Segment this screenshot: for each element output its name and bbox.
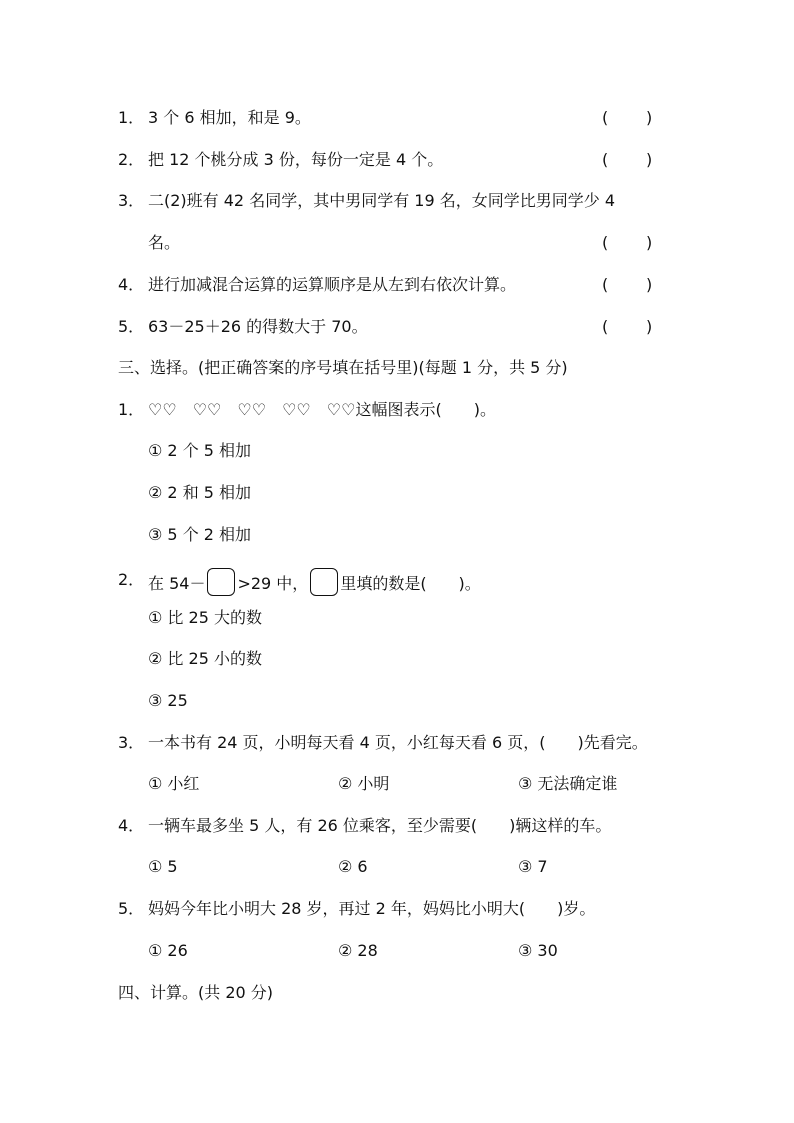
answer-box-reference <box>310 568 338 596</box>
item-number: 3． <box>118 191 145 210</box>
q4-option-2[interactable]: ② 6 <box>338 857 368 876</box>
item-number: 3． <box>118 733 145 752</box>
q2-option-3[interactable]: ③ 25 <box>148 691 188 710</box>
q1-option-1[interactable]: ① 2 个 5 相加 <box>148 441 252 460</box>
item-number: 2． <box>118 570 145 589</box>
q3-option-1[interactable]: ① 小红 <box>148 774 200 793</box>
judge-item-2: 2． 把 12 个桃分成 3 份，每份一定是 4 个。 ( ) <box>0 148 794 172</box>
question-text-part-3: 里填的数是( )。 <box>340 574 481 593</box>
q5-option-1[interactable]: ① 26 <box>148 941 188 960</box>
choice-question-1 <box>0 398 794 422</box>
hearts-picture: ♡♡ ♡♡ ♡♡ ♡♡ ♡♡ <box>148 400 356 419</box>
choice-question-5 <box>0 897 794 921</box>
item-text: 把 12 个桃分成 3 份，每份一定是 4 个。 <box>148 150 444 169</box>
question-text: 一辆车最多坐 5 人，有 26 位乘客，至少需要( )辆这样的车。 <box>148 816 612 835</box>
judge-item-3 <box>0 189 794 213</box>
item-text: 二(2)班有 42 名同学，其中男同学有 19 名，女同学比男同学少 4 <box>148 191 615 210</box>
section-4-heading: 四、计算。(共 20 分) <box>118 983 274 1002</box>
q2-option-1[interactable]: ① 比 25 大的数 <box>148 608 262 627</box>
question-text: 一本书有 24 页，小明每天看 4 页，小红每天看 6 页，( )先看完。 <box>148 733 648 752</box>
item-number: 2． <box>118 150 145 169</box>
item-text: 3 个 6 相加，和是 9。 <box>148 108 311 127</box>
question-text-part-1: 在 54－ <box>148 574 206 593</box>
choice-question-4 <box>0 814 794 838</box>
choice-question-3 <box>0 731 794 755</box>
item-number: 4． <box>118 275 145 294</box>
judge-item-5: 5． 63－25＋26 的得数大于 70。 ( ) <box>0 315 794 339</box>
q3-option-3[interactable]: ③ 无法确定谁 <box>518 774 618 793</box>
q4-option-1[interactable]: ① 5 <box>148 857 178 876</box>
question-text: 这幅图表示( )。 <box>355 400 496 419</box>
q5-option-3[interactable]: ③ 30 <box>518 941 558 960</box>
item-number: 4． <box>118 816 145 835</box>
item-number: 1． <box>118 400 145 419</box>
item-number: 5． <box>118 899 145 918</box>
q5-option-2[interactable]: ② 28 <box>338 941 378 960</box>
item-text: 63－25＋26 的得数大于 70。 <box>148 317 368 336</box>
item-number: 5． <box>118 317 145 336</box>
q3-option-2[interactable]: ② 小明 <box>338 774 390 793</box>
item-number: 1． <box>118 108 145 127</box>
section-3-heading: 三、选择。(把正确答案的序号填在括号里)(每题 1 分，共 5 分) <box>118 358 568 377</box>
question-text-part-2: >29 中， <box>237 574 309 593</box>
judge-item-4: 4． 进行加减混合运算的运算顺序是从左到右依次计算。 ( ) <box>0 273 794 297</box>
answer-box[interactable] <box>207 568 235 596</box>
q2-option-2[interactable]: ② 比 25 小的数 <box>148 649 262 668</box>
item-text: 进行加减混合运算的运算顺序是从左到右依次计算。 <box>148 275 517 294</box>
item-text-continued: 名。 <box>148 233 181 252</box>
choice-question-2 <box>0 568 794 592</box>
judge-item-1: 1． 3 个 6 相加，和是 9。 ( ) <box>0 106 794 130</box>
question-text: 妈妈今年比小明大 28 岁，再过 2 年，妈妈比小明大( )岁。 <box>148 899 596 918</box>
q4-option-3[interactable]: ③ 7 <box>518 857 548 876</box>
q1-option-2[interactable]: ② 2 和 5 相加 <box>148 483 252 502</box>
q1-option-3[interactable]: ③ 5 个 2 相加 <box>148 525 252 544</box>
judge-item-3-continued: 名。 ( ) <box>0 231 794 255</box>
